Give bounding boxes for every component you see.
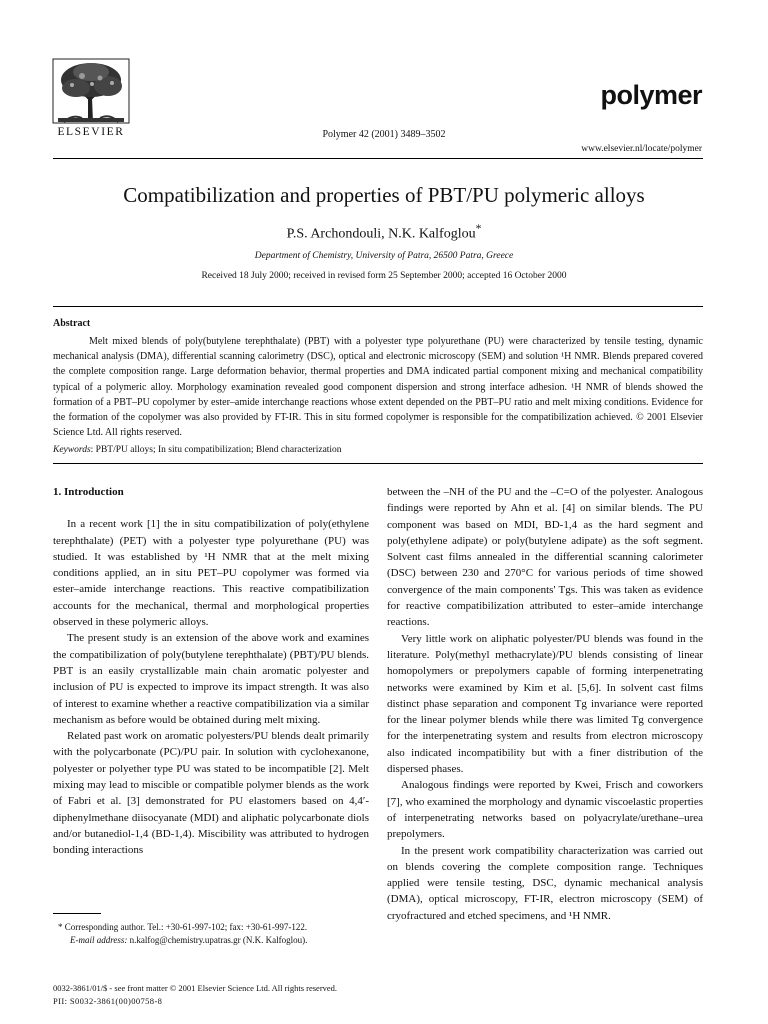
paragraph: In a recent work [1] the in situ compatibilization of poly(ethylene terephthalate) (PET) with a polyester type polyurethane (PU) was studied. It was established by ¹H NMR that at the melt mixing conditions applied, an in situ PET–PU copolymer was formed via ester–amide interchange reactions. This reactive compatibilization accounts for the mechanical, thermal and morphological properties observed in these polymeric alloys.	[53, 518, 369, 629]
email-label: E-mail address:	[70, 935, 128, 945]
header-rule	[53, 158, 703, 159]
left-column	[53, 484, 369, 859]
email-footnote	[70, 934, 380, 947]
email-address-link[interactable]: n.kalfog@chemistry.upatras.gr (N.K. Kalfoglou).	[127, 935, 308, 945]
abstract-heading: Abstract	[53, 318, 91, 329]
paragraph: Related past work on aromatic polyesters/PU blends dealt primarily with the polycarbonate (PC)/PU pair. In solution with cyclohexanone, polyester or polyether type PU was stated to be incompatible [2]. Melt mixing may lead to miscible or compatible polymer blends as the work of Fabri et al. [3] demonstrated for PU elastomers based on 4,4′-diphenylmethane diisocyanate (MDI) and aliphatic polycarbonate diols and/or butanediol-1,4 (BD-1,4). Miscibility was attributed to hydrogen bonding interactions	[53, 730, 369, 857]
title-rule	[53, 306, 703, 307]
issn-line: 0032-3861/01/$ - see front matter © 2001 Elsevier Science Ltd. All rights reserved.	[53, 983, 338, 993]
author-affiliation: Department of Chemistry, University of Patra, 26500 Patra, Greece	[254, 251, 514, 261]
footnote-rule	[53, 913, 101, 914]
paragraph: between the –NH of the PU and the –C=O of the polyester. Analogous findings were reported by Ahn et al. [4] on similar blends. The PU component was based on MDI, BD-1,4 as the hard segment and poly(ethylene adipate) or poly(butylene adipate) as the soft segment. Solvent cast films annealed in the differential scanning calorimeter (DSC) between 230 and 270°C for various periods of time showed convergence of the main components' Tgs. This was taken as evidence for reactive compatibilization attributed to ester–amide interchange reactions.	[387, 486, 703, 629]
pii-line: PII: S0032-3861(00)00758-8	[53, 996, 163, 1006]
abstract-text: Melt mixed blends of poly(butylene terephthalate) (PBT) with a polyester type polyurethane (PU) were characterized by tensile testing, dynamic mechanical analysis (DMA), differential scanning calorimetry (DSC), optical and electronic microscopy (SEM) and solution ¹H NMR. Blends prepared covered the complete composition range. Large deformation behavior, thermal properties and DMA indicated partial component mixing and mechanical compatibility typical of a polymeric alloy. Morphology examination revealed good component dispersion and strong interface adhesion. ¹H NMR of blends showed the formation of a PBT–PU copolymer by ester–amide interchange reactions whose extent depended on the PBT–PU ratio and melt mixing conditions. Evidence for the formation of the copolymer was also provided by FT-IR. This in situ formed copolymer is responsible for the compatibilization achieved. © 2001 Elsevier Science Ltd. All rights reserved.	[53, 336, 703, 439]
journal-url-link[interactable]: www.elsevier.nl/locate/polymer	[581, 144, 702, 154]
paragraph: The present study is an extension of the above work and examines the compatibilization of poly(butylene terephthalate) (PBT)/PU blends. PBT is an easily crystallizable main chain aromatic polyester and inclusion of PU is expected to improve its impact strength. It was also of interest to examine whether a reactive compatibilization via a similar mechanism as before would be obtained during melt mixing.	[53, 632, 369, 726]
article-authors	[0, 222, 768, 243]
paragraph: Very little work on aliphatic polyester/PU blends was found in the literature. Poly(methyl methacrylate)/PU blends consisting of linear homopolymers or prepolymers capable of forming interpenetrating networks were examined by Kim et al. [5,6]. In solvent cast films distinct phase separation and component Tg invariance were reported for the linear polymer blends while there was limited Tg convergence for the interpenetrating system and results from electron microscopy also indicated incompatibility but with a finer distribution of the dispersed phases.	[387, 632, 703, 776]
section-heading-introduction: 1. Introduction	[53, 486, 124, 498]
keywords-label: Keywords	[53, 445, 91, 455]
right-column	[387, 484, 703, 924]
publisher-wordmark: ELSEVIER	[57, 126, 125, 138]
paragraph: In the present work compatibility characterization was carried out on blends covering the complete composition range. Techniques applied were tensile testing, DSC, dynamic mechanical analysis (DMA), optical microscopy, FT-IR, electron microscopy (SEM) of cryofractured and etched specimens, and ¹H NMR.	[387, 844, 703, 922]
paragraph: Analogous findings were reported by Kwei, Frisch and coworkers [7], who examined the morphology and dynamic viscoelastic properties of interpenetrating networks based on polyacrylate/urethane–urea prepolymers.	[387, 779, 703, 841]
journal-citation: Polymer 42 (2001) 3489–3502	[322, 129, 446, 140]
author-names: P.S. Archondouli, N.K. Kalfoglou	[286, 226, 476, 242]
keywords-list: : PBT/PU alloys; In situ compatibilization; Blend characterization	[90, 445, 342, 455]
keywords-line	[53, 445, 342, 455]
elsevier-tree-logo	[52, 58, 130, 124]
corresponding-author-footnote: * Corresponding author. Tel.: +30-61-997-102; fax: +30-61-997-122.	[58, 922, 308, 932]
journal-wordmark: polymer	[600, 80, 702, 110]
received-dates: Received 18 July 2000; received in revised form 25 September 2000; accepted 16 October 2000	[201, 271, 567, 281]
corresponding-author-mark[interactable]: *	[475, 222, 482, 235]
article-title: Compatibilization and properties of PBT/PU polymeric alloys	[123, 183, 645, 207]
abstract-rule	[53, 463, 703, 464]
